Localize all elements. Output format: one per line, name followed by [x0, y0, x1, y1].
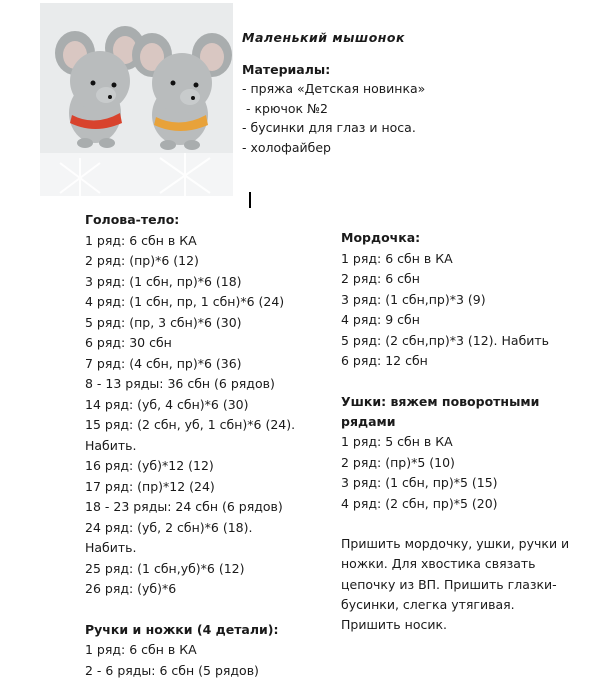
pattern-row: Набить.	[85, 437, 137, 453]
pattern-row: 1 ряд: 6 сбн в КА	[85, 642, 197, 657]
mice-illustration	[40, 3, 233, 196]
page-title: Маленький мышонок	[242, 30, 405, 45]
pattern-row: 7 ряд: (4 сбн, пр)*6 (36)	[85, 355, 242, 371]
materials-item: - холофайбер	[242, 139, 331, 155]
materials-item: - крючок №2	[242, 100, 328, 116]
pattern-row: 4 ряд: (2 сбн, пр)*5 (20)	[341, 495, 498, 511]
left-column	[85, 210, 295, 681]
head-body-heading: Голова-тело:	[85, 212, 180, 227]
pattern-row: 16 ряд: (уб)*12 (12)	[85, 458, 214, 473]
pattern-row: 1 ряд: 6 сбн в КА	[85, 232, 197, 248]
pattern-row: 2 ряд: (пр)*5 (10)	[341, 454, 455, 470]
text-cursor	[249, 192, 251, 208]
materials-heading: Материалы:	[242, 61, 331, 77]
header	[242, 28, 425, 158]
pattern-row: 6 ряд: 30 сбн	[85, 335, 172, 350]
materials-item: - бусинки для глаз и носа.	[242, 120, 416, 136]
mice-photo	[40, 3, 233, 196]
pattern-row: 2 ряд: 6 сбн	[341, 271, 420, 286]
pattern-row: 18 - 23 ряды: 24 сбн (6 рядов)	[85, 499, 283, 514]
pattern-row: 3 ряд: (1 сбн, пр)*6 (18)	[85, 273, 242, 289]
ears-heading: Ушки: вяжем поворотными рядами	[341, 393, 540, 429]
pattern-row: 4 ряд: 9 сбн	[341, 312, 420, 327]
assembly-text: Пришить мордочку, ушки, ручки и ножки. Для хвостика связать цепочку из ВП. Пришить глазки-бусинки, слегка утягивая. Пришить носик.	[341, 536, 570, 633]
pattern-row: 26 ряд: (уб)*6	[85, 581, 177, 596]
pattern-row: 2 ряд: (пр)*6 (12)	[85, 253, 199, 268]
pattern-row: 15 ряд: (2 сбн, уб, 1 сбн)*6 (24).	[85, 417, 296, 432]
arms-legs-heading: Ручки и ножки (4 детали):	[85, 621, 279, 637]
pattern-row: 6 ряд: 12 сбн	[341, 353, 428, 368]
pattern-row: 3 ряд: (1 сбн,пр)*3 (9)	[341, 291, 486, 307]
right-column	[341, 228, 571, 636]
pattern-row: 8 - 13 ряды: 36 сбн (6 рядов)	[85, 376, 275, 391]
pattern-row: 5 ряд: (2 сбн,пр)*3 (12). Набить	[341, 332, 550, 348]
materials-item: - пряжа «Детская новинка»	[242, 81, 426, 97]
pattern-row: 3 ряд: (1 сбн, пр)*5 (15)	[341, 475, 498, 491]
muzzle-heading: Мордочка:	[341, 230, 421, 245]
pattern-row: 5 ряд: (пр, 3 сбн)*6 (30)	[85, 314, 242, 330]
pattern-row: Набить.	[85, 540, 137, 555]
pattern-row: 2 - 6 ряды: 6 сбн (5 рядов)	[85, 662, 259, 678]
pattern-row: 25 ряд: (1 сбн,уб)*6 (12)	[85, 560, 245, 576]
pattern-row: 1 ряд: 6 сбн в КА	[341, 250, 453, 266]
pattern-row: 14 ряд: (уб, 4 сбн)*6 (30)	[85, 396, 249, 412]
pattern-row: 1 ряд: 5 сбн в КА	[341, 434, 453, 450]
pattern-row: 24 ряд: (уб, 2 сбн)*6 (18).	[85, 519, 253, 535]
pattern-row: 4 ряд: (1 сбн, пр, 1 сбн)*6 (24)	[85, 294, 285, 309]
pattern-row: 17 ряд: (пр)*12 (24)	[85, 478, 215, 494]
